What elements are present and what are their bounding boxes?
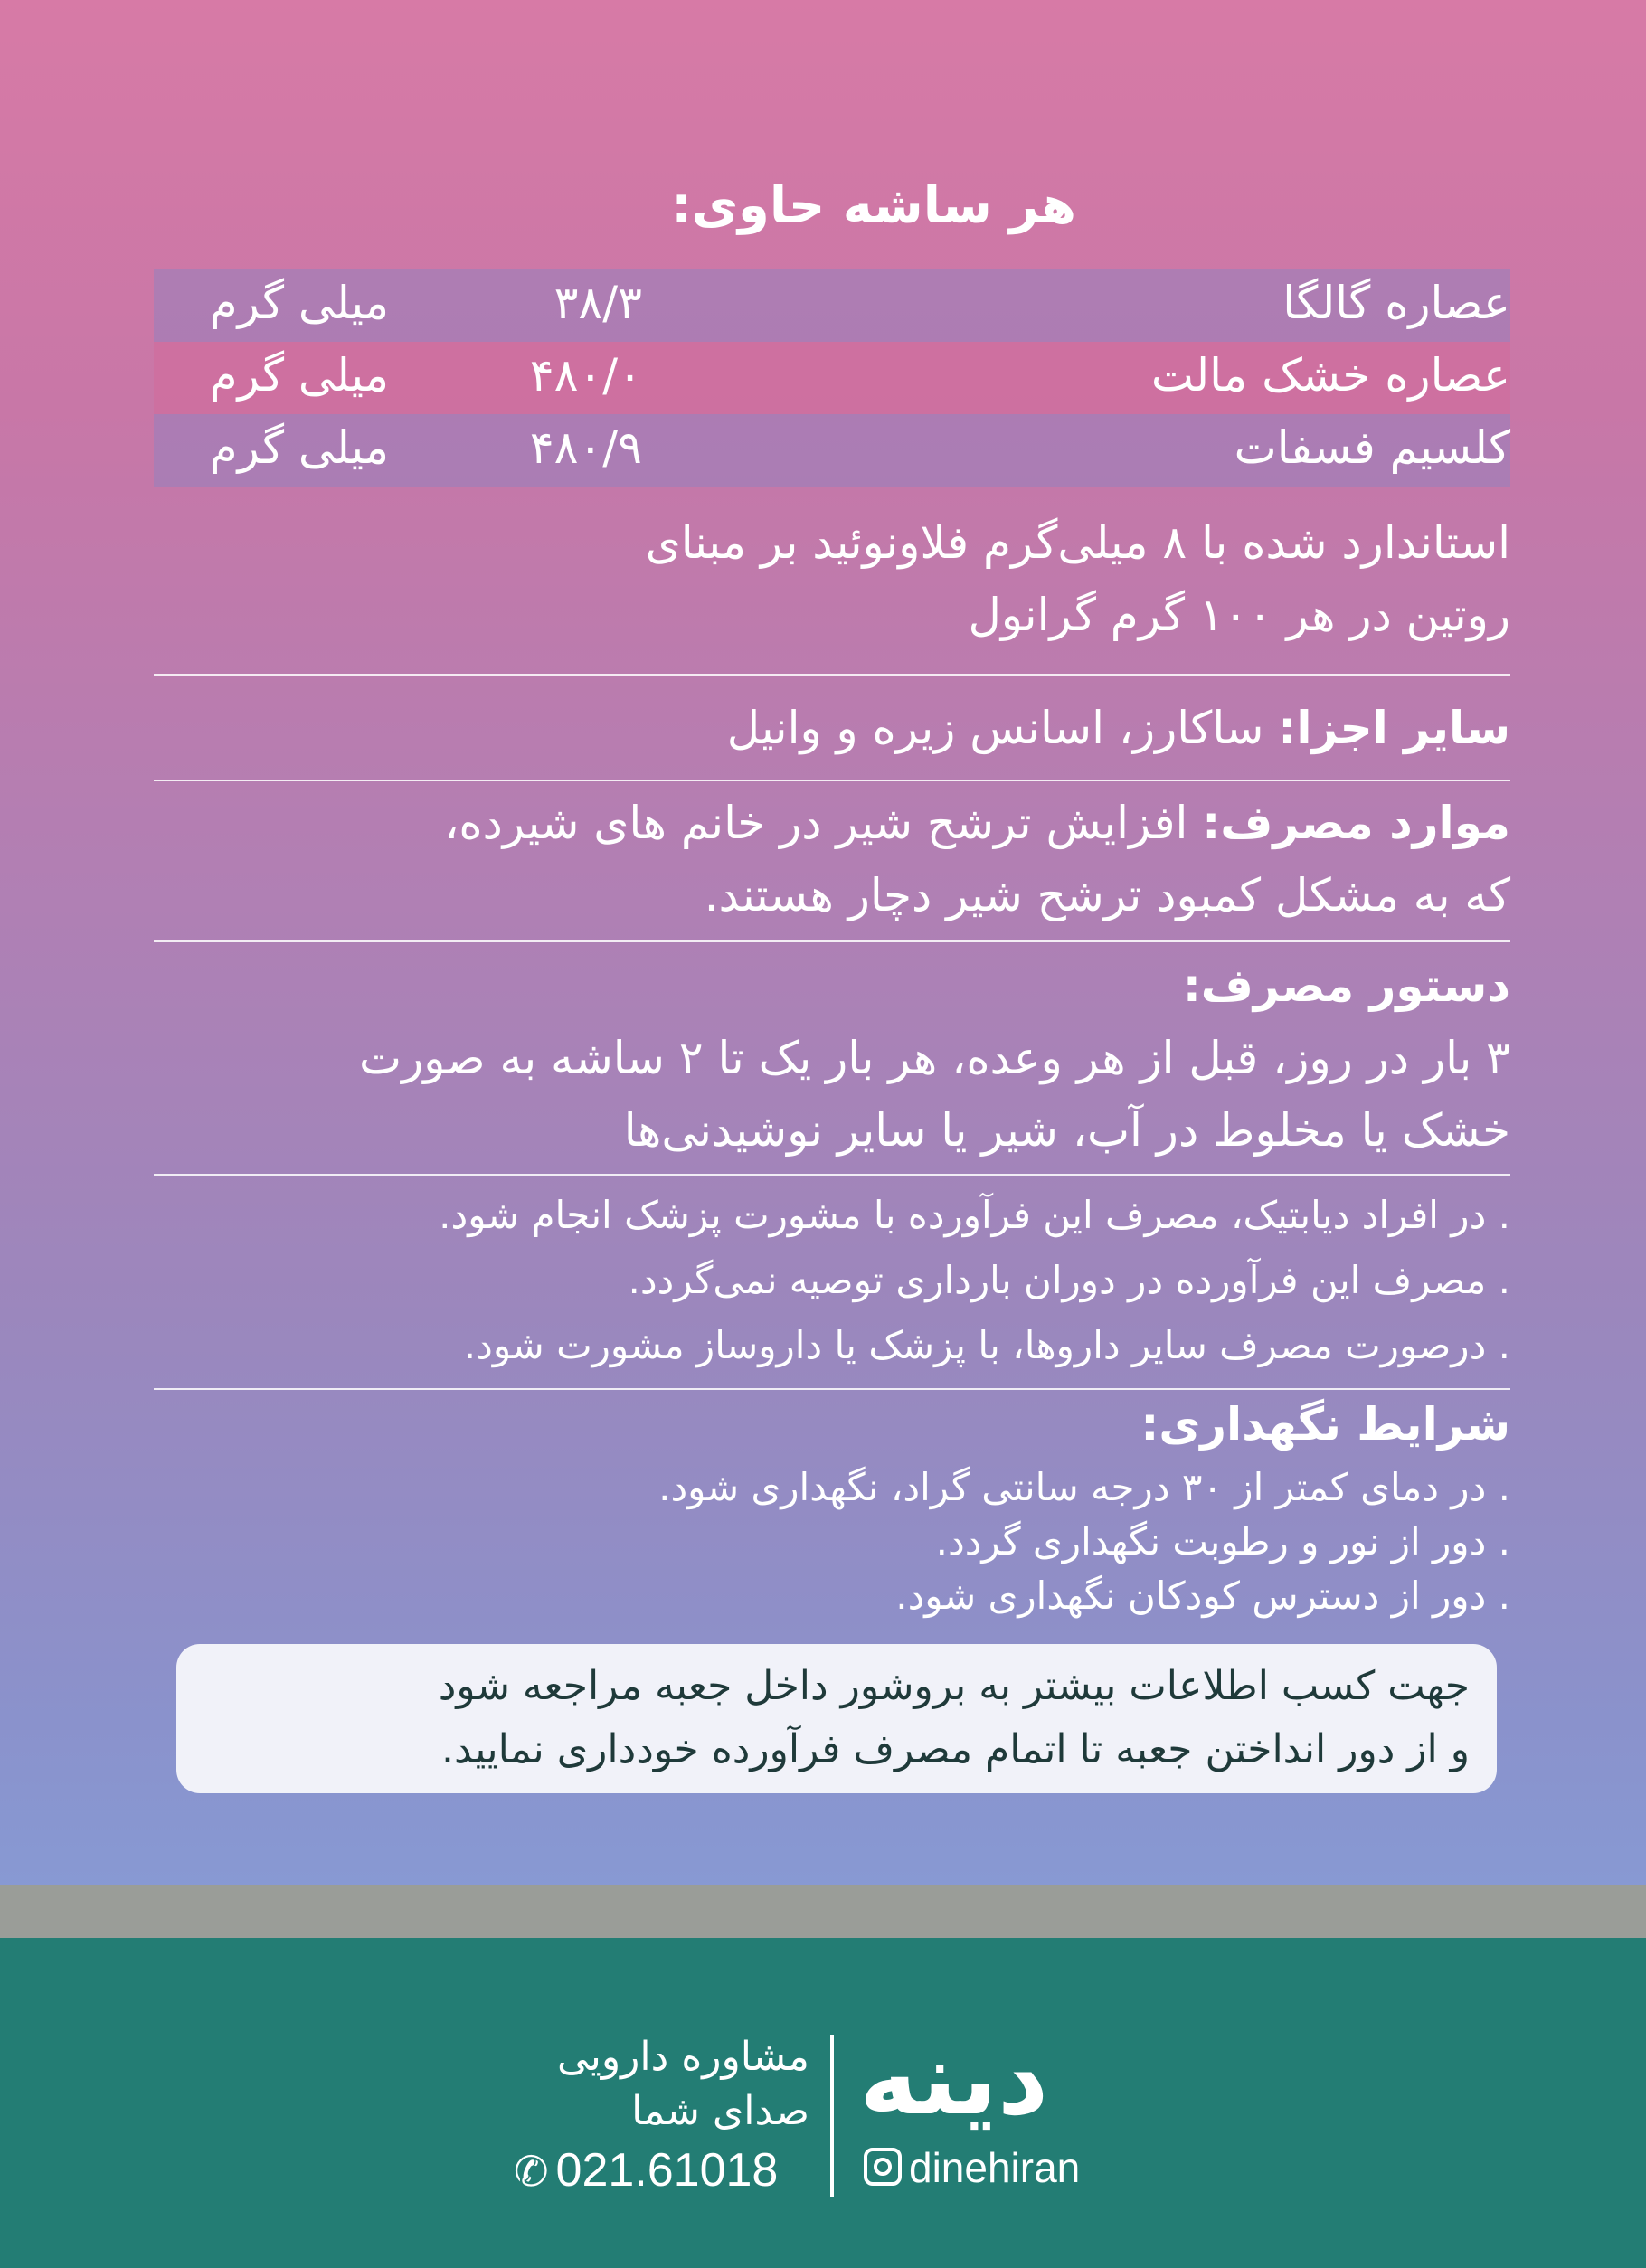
footer-divider <box>830 2035 834 2197</box>
indications-label: موارد مصرف: <box>1202 797 1510 849</box>
warning-item: . مصرف این فرآورده در دوران بارداری توصیه نمی‌گردد. <box>628 1258 1510 1302</box>
ingredient-unit: میلی گرم <box>209 277 389 329</box>
composition-row <box>154 342 1510 414</box>
phone-number <box>514 2143 778 2197</box>
storage-item: . در دمای کمتر از ۳۰ درجه سانتی گراد، نگهداری شود. <box>658 1465 1510 1509</box>
ingredient-amount: ۳۸/۳ <box>553 277 642 329</box>
ingredient-unit: میلی گرم <box>209 349 389 402</box>
divider <box>154 780 1510 781</box>
brochure-note <box>176 1644 1497 1793</box>
brand-logo: دینه <box>859 2021 1049 2137</box>
note-line: جهت کسب اطلاعات بیشتر به بروشور داخل جعبه مراجعه شود <box>438 1663 1470 1709</box>
divider <box>154 674 1510 676</box>
composition-row <box>154 414 1510 487</box>
instagram-icon <box>864 2148 902 2186</box>
ingredient-amount: ۴۸۰/۰ <box>529 349 642 402</box>
footer-band <box>0 1938 1646 2268</box>
storage-item: . دور از نور و رطوبت نگهداری گردد. <box>935 1519 1510 1564</box>
ingredient-amount: ۴۸۰/۹ <box>529 421 642 474</box>
consult-line: مشاوره دارویی <box>557 2034 809 2080</box>
phone-icon: ✆ <box>514 2148 549 2195</box>
standardization-line: استاندارد شده با ۸ میلی‌گرم فلاونوئید بر مبنای <box>645 516 1510 569</box>
storage-item: . دور از دسترس کودکان نگهداری شود. <box>895 1573 1510 1618</box>
divider <box>154 940 1510 942</box>
storage <box>154 1388 1510 1623</box>
indications <box>154 787 1510 931</box>
composition-title: هر ساشه حاوی: <box>671 176 1076 235</box>
other-ingredients <box>154 692 1510 764</box>
consultation-info <box>448 2030 809 2139</box>
warning-item: . در افراد دیابتیک، مصرف این فرآورده با مشورت پزشک انجام شود. <box>439 1193 1510 1237</box>
instagram-handle <box>864 2143 1080 2192</box>
dosage-line: خشک یا مخلوط در آب، شیر یا سایر نوشیدنی‌ها <box>623 1104 1510 1157</box>
indications-line: که به مشکل کمبود ترشح شیر دچار هستند. <box>704 869 1510 921</box>
composition-row <box>154 269 1510 342</box>
instagram-text: dinehiran <box>909 2144 1081 2191</box>
other-ingredients-label: سایر اجزا: <box>1278 702 1510 754</box>
warnings <box>154 1183 1510 1378</box>
dosage <box>154 950 1510 1167</box>
ingredient-name: عصاره خشک مالت <box>1150 349 1510 402</box>
dosage-label: دستور مصرف: <box>1182 959 1510 1012</box>
standardization-text <box>154 506 1510 651</box>
ingredient-unit: میلی گرم <box>209 421 389 474</box>
divider <box>154 1174 1510 1176</box>
indications-line: افزایش ترشح شیر در خانم های شیرده، <box>444 797 1188 849</box>
warning-item: . درصورت مصرف سایر داروها، با پزشک یا داروساز مشورت شود. <box>463 1323 1510 1367</box>
footer-gray-band <box>0 1885 1646 1938</box>
phone-text: 021.61018 <box>555 2144 779 2197</box>
note-line: و از دور انداختن جعبه تا اتمام مصرف فرآورده خودداری نمایید. <box>441 1726 1470 1772</box>
ingredient-name: کلسیم فسفات <box>1234 421 1510 474</box>
other-ingredients-text: ساکارز، اسانس زیره و وانیل <box>726 702 1264 754</box>
consult-line: صدای شما <box>631 2088 809 2134</box>
standardization-line: روتین در هر ۱۰۰ گرم گرانول <box>968 589 1510 641</box>
storage-label: شرایط نگهداری: <box>1140 1398 1510 1451</box>
dosage-line: ۳ بار در روز، قبل از هر وعده، هر بار یک تا ۲ ساشه به صورت <box>359 1032 1510 1084</box>
ingredient-name: عصاره گالگا <box>1282 277 1510 329</box>
